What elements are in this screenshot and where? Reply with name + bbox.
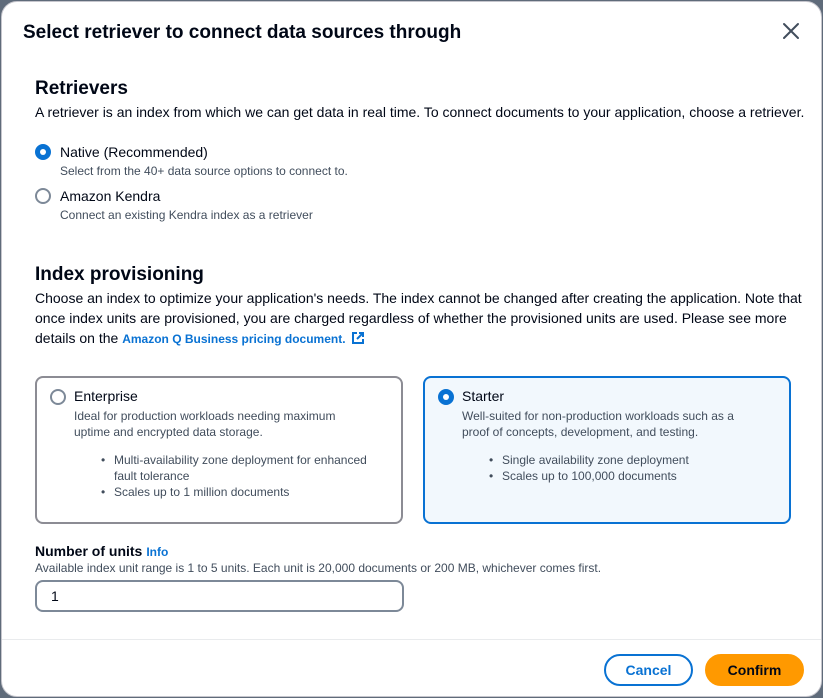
retrievers-description: A retriever is an index from which we can get data in real time. To connect documents to your application, choose a retriever. [35, 104, 805, 120]
index-provisioning-text: Choose an index to optimize your application's needs. The index cannot be changed after creating the application. Note that once index units are provisioned, you are charged regardless of whether the provisioned units are used. Please see more details on the [35, 290, 802, 346]
card-starter-radio[interactable] [438, 389, 454, 405]
modal-header [2, 2, 821, 66]
card-enterprise-radio[interactable] [50, 389, 66, 405]
radio-native-hint: Select from the 40+ data source options to connect to. [60, 164, 348, 178]
card-starter-bullet: • Single availability zone deployment [489, 452, 779, 468]
modal-footer [2, 639, 821, 697]
index-provisioning-title: Index provisioning [35, 264, 204, 285]
radio-native-control[interactable] [35, 144, 51, 160]
card-starter-bullet: • Scales up to 100,000 documents [489, 468, 779, 484]
card-starter-title: Starter [462, 388, 505, 404]
close-icon [782, 22, 800, 40]
card-starter[interactable] [423, 376, 791, 524]
card-enterprise[interactable] [35, 376, 403, 524]
card-enterprise-bullet: • Multi-availability zone deployment for enhanced fault tolerance [101, 452, 391, 484]
units-label-text: Number of units [35, 543, 143, 559]
retrievers-title: Retrievers [35, 78, 128, 99]
card-enterprise-description: Ideal for production workloads needing maximum uptime and encrypted data storage. [74, 409, 336, 439]
units-input[interactable]: 1 [35, 580, 404, 612]
modal-title: Select retriever to connect data sources through [23, 22, 462, 43]
modal-dialog [1, 1, 822, 697]
info-link[interactable]: Info [146, 545, 169, 559]
radio-kendra[interactable] [35, 187, 313, 223]
index-provisioning-description [35, 288, 805, 349]
card-starter-bullets [489, 452, 779, 484]
radio-kendra-label: Amazon Kendra [60, 188, 161, 204]
radio-kendra-control[interactable] [35, 188, 51, 204]
units-hint: Available index unit range is 1 to 5 units. Each unit is 20,000 documents or 200 MB, whichever comes first. [35, 561, 602, 575]
close-button[interactable] [778, 18, 804, 44]
card-starter-description: Well-suited for non-production workloads such as a proof of concepts, development, and testing. [462, 409, 734, 439]
card-enterprise-bullets [101, 452, 391, 500]
confirm-button[interactable]: Confirm [705, 654, 804, 686]
radio-kendra-hint: Connect an existing Kendra index as a retriever [60, 208, 313, 222]
pricing-link-text: Amazon Q Business pricing document. [122, 332, 346, 346]
radio-native[interactable] [35, 143, 348, 179]
cancel-button[interactable]: Cancel [604, 654, 693, 686]
radio-native-label: Native (Recommended) [60, 144, 208, 160]
card-enterprise-title: Enterprise [74, 388, 138, 404]
card-enterprise-bullet: • Scales up to 1 million documents [101, 484, 391, 500]
external-link-icon [351, 331, 365, 345]
units-label [35, 543, 168, 559]
pricing-link[interactable] [122, 332, 365, 346]
